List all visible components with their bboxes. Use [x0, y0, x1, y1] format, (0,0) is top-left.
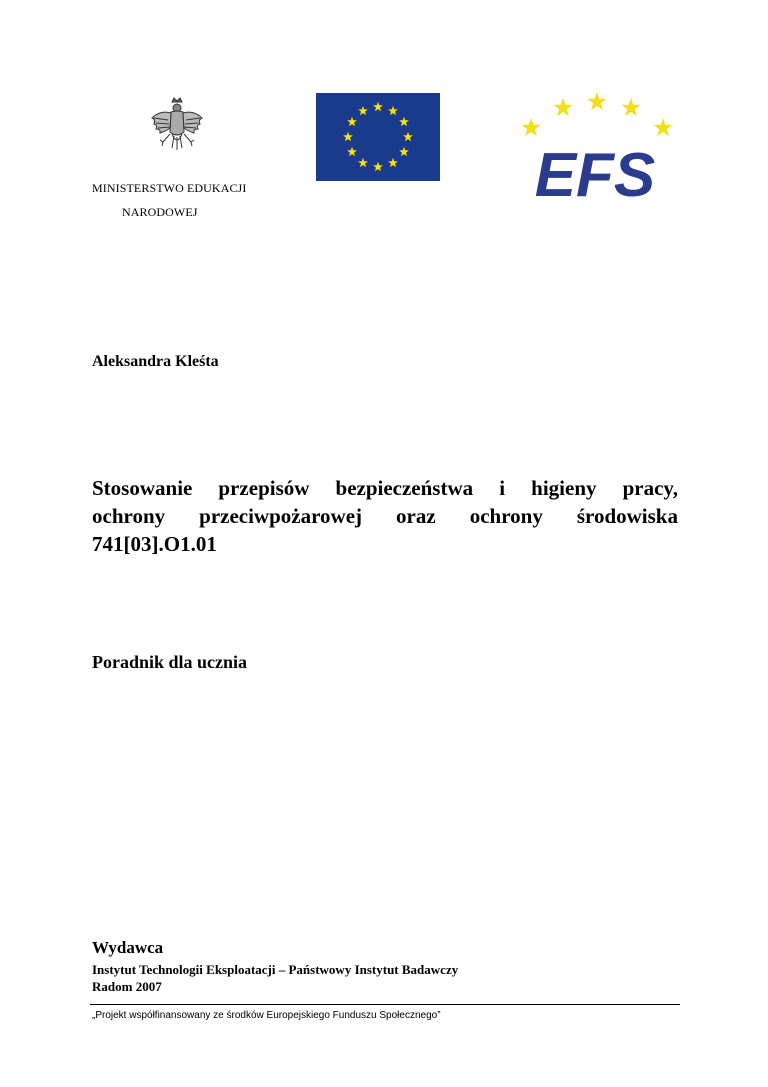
ministry-line-1: MINISTERSTWO EDUKACJI — [92, 181, 247, 195]
footer-note: „Projekt współfinansowany ze środków Europejskiego Funduszu Społecznego” — [92, 1010, 441, 1021]
ministry-line-2: NARODOWEJ — [122, 205, 198, 219]
efs-logo-icon — [515, 90, 675, 200]
efs-star-icon — [521, 118, 540, 136]
ministry-name — [92, 176, 246, 224]
polish-eagle-emblem-icon — [148, 96, 206, 158]
eu-flag-icon — [316, 93, 440, 181]
title-line-3: 741[03].O1.01 — [92, 532, 217, 556]
document-title — [92, 474, 678, 558]
author-name: Aleksandra Kleśta — [92, 353, 219, 370]
efs-logo-text: EFS — [534, 141, 656, 200]
efs-star-icon — [621, 98, 640, 116]
publisher-heading: Wydawca — [92, 938, 164, 957]
efs-star-icon — [587, 92, 606, 110]
title-line-1: Stosowanie przepisów bezpieczeństwa i higieny pracy, — [92, 476, 678, 500]
title-line-2: ochrony przeciwpożarowej oraz ochrony środowiska — [92, 504, 678, 528]
publisher-institute: Instytut Technologii Eksploatacji – Państwowy Instytut Badawczy — [92, 962, 459, 977]
document-subtitle: Poradnik dla ucznia — [92, 652, 248, 672]
publisher-city-year: Radom 2007 — [92, 979, 162, 994]
efs-star-icon — [553, 98, 572, 116]
efs-star-icon — [653, 118, 672, 136]
footer-divider — [90, 1004, 680, 1005]
